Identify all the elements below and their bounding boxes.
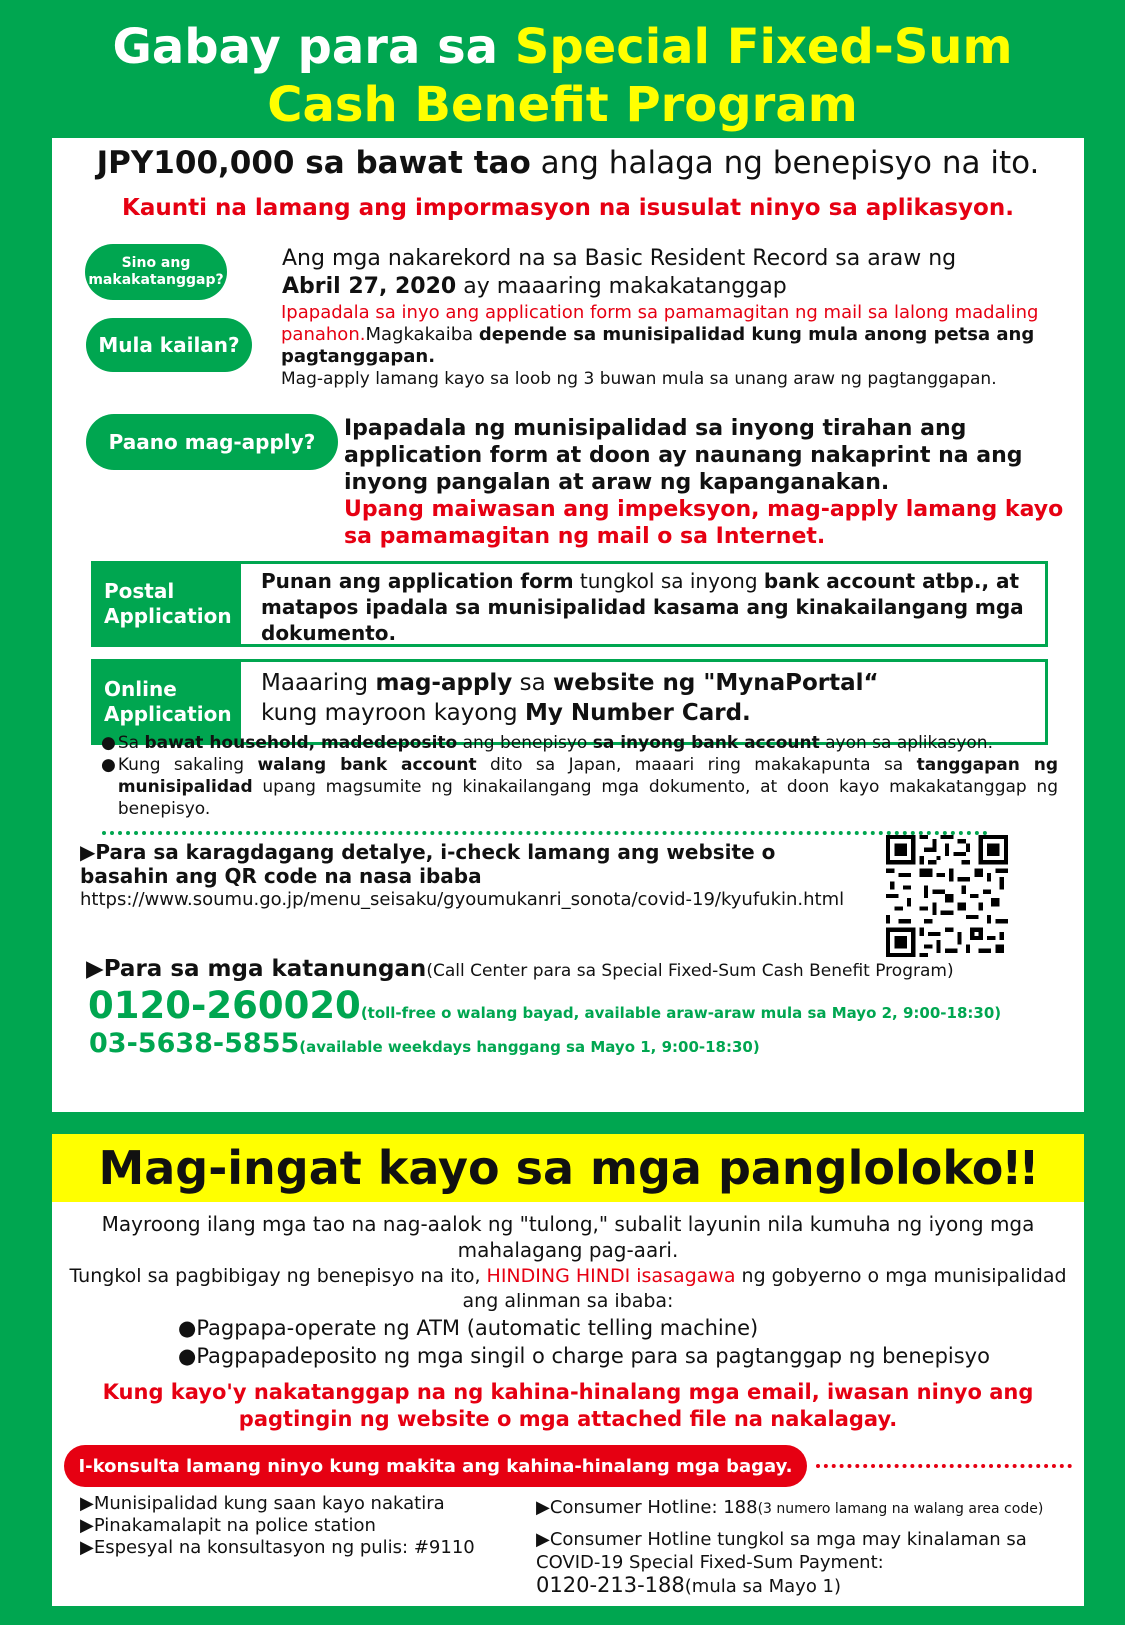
postal-label bbox=[94, 564, 241, 644]
b1-n1: Sa bbox=[117, 733, 145, 753]
who-pill bbox=[85, 244, 227, 300]
deposit-notes bbox=[101, 732, 1058, 820]
title-white: Gabay para sa bbox=[112, 19, 515, 75]
b1-n2: ang benepisyo bbox=[457, 733, 593, 753]
postal-b1: Punan ang application form bbox=[261, 569, 574, 593]
phone1-number[interactable]: 0120-260020 bbox=[88, 984, 361, 1027]
who-text bbox=[282, 245, 1062, 301]
consult-pill: I-konsulta lamang ninyo kung makita ang kahina-hinalang mga bagay. bbox=[64, 1445, 807, 1487]
when-line3: Mag-apply lamang kayo sa loob ng 3 buwan mula sa unang araw ng pagtanggapan. bbox=[281, 369, 997, 389]
amount-bold: JPY100,000 sa bawat tao bbox=[96, 145, 531, 181]
warning-never-list bbox=[178, 1314, 1078, 1370]
warning-email-notice: Kung kayo'y nakatanggap na ng kahina-hinalang mga email, iwasan ninyo ang pagtingin ng website o mga attached file na nakalagay. bbox=[102, 1380, 1034, 1431]
when-red: Ipapadala sa inyo ang application form sa pamamagitan ng mail sa lalong madaling panahon. bbox=[281, 302, 1039, 345]
online-b1: mag-apply bbox=[375, 670, 513, 696]
list-item: ●Pagpapa-operate ng ATM (automatic telling machine) bbox=[178, 1316, 759, 1340]
detail-heading: ▶Para sa karagdagang detalye, i-check lamang ang website o basahin ang QR code na nasa ibaba bbox=[80, 840, 776, 888]
list-item: ●Pagpapadeposito ng mga singil o charge para sa pagtanggap ng benepisyo bbox=[178, 1344, 990, 1368]
online-label bbox=[94, 662, 241, 742]
inquiry-heading bbox=[86, 954, 1046, 986]
when-pill: Mula kailan? bbox=[86, 318, 252, 372]
red-dotted-divider bbox=[816, 1464, 1072, 1468]
postal-label-line1: Postal bbox=[104, 579, 175, 603]
phone2-number[interactable]: 03-5638-5855 bbox=[89, 1028, 300, 1059]
info-panel bbox=[52, 138, 1084, 1112]
postal-application-box bbox=[91, 561, 1048, 647]
b1-n3: ayon sa aplikasyon. bbox=[819, 733, 993, 753]
online-n3: kung mayroon kayong bbox=[261, 700, 525, 726]
dotted-divider bbox=[102, 831, 988, 835]
b2-n3: upang magsumite ng kinakailangang mga dokumento, at doon kayo makakatanggap ng benepisyo. bbox=[117, 777, 1058, 819]
who-pill-line2: makakatanggap? bbox=[88, 272, 224, 288]
b2-b1: walang bank account bbox=[257, 755, 477, 775]
b1-b1: bawat household, madedeposito bbox=[144, 733, 458, 753]
scam-warning-panel bbox=[52, 1202, 1084, 1606]
bullet-dot: ● bbox=[101, 733, 116, 753]
b2-n1: Kung sakaling bbox=[117, 755, 258, 775]
postal-label-line2: Application bbox=[104, 604, 232, 628]
title-line2: Cash Benefit Program bbox=[267, 77, 858, 133]
list-item bbox=[536, 1574, 1076, 1598]
detail-section bbox=[80, 840, 860, 912]
online-label-line2: Application bbox=[104, 702, 232, 726]
phone2-note: (available weekdays hanggang sa Mayo 1, 9:00-18:30) bbox=[299, 1038, 760, 1056]
call-center-phone-2 bbox=[89, 1026, 1079, 1062]
who-pill-line1: Sino ang bbox=[121, 255, 191, 271]
how-black: Ipapadala ng munisipalidad sa inyong tirahan ang application form at doon ay naunang nakaprint na ang inyong pangalan at araw ng kapanganakan. bbox=[344, 416, 1023, 495]
list-item: ▶Espesyal na konsultasyon ng pulis: #9110 bbox=[80, 1537, 475, 1558]
detail-url[interactable]: https://www.soumu.go.jp/menu_seisaku/gyoumukanri_sonota/covid-19/kyufukin.html bbox=[80, 889, 845, 910]
hotline-188: ▶Consumer Hotline: 188 bbox=[536, 1497, 758, 1518]
hotline-188-note: (3 numero lamang na walang area code) bbox=[757, 1501, 1044, 1517]
when-normal: Magkakaiba bbox=[365, 324, 479, 345]
when-text bbox=[281, 302, 1071, 390]
covid-hotline-note: (mula sa Mayo 1) bbox=[684, 1576, 842, 1597]
how-pill: Paano mag-apply? bbox=[86, 414, 338, 470]
warning-p2-b: ng gobyerno o mga munisipalidad ang alinman sa ibaba: bbox=[462, 1265, 1067, 1312]
b2-n2: dito sa Japan, maaari ring makakapunta sa bbox=[476, 755, 917, 775]
postal-n1: tungkol sa inyong bbox=[573, 569, 764, 593]
covid-hotline-number[interactable]: 0120-213-188 bbox=[536, 1573, 685, 1597]
phone1-note: (toll-free o walang bayad, available araw-araw mula sa Mayo 2, 9:00-18:30) bbox=[360, 1004, 1002, 1022]
list-item: ▶Consumer Hotline tungkol sa mga may kinalaman sa COVID-19 Special Fixed-Sum Payment: bbox=[536, 1529, 1027, 1573]
who-text-b: ay maaaring makakatanggap bbox=[456, 274, 787, 299]
when-bold: depende sa munisipalidad kung mula anong petsa ang pagtanggapan. bbox=[281, 324, 1035, 367]
b2-b2: tanggapan ng munisipalidad bbox=[117, 755, 1058, 797]
postal-b2: bank account atbp., at matapos ipadala sa munisipalidad kasama ang kinakailangang mga dokumento. bbox=[261, 569, 1024, 645]
warning-never-list-intro bbox=[52, 1264, 1084, 1314]
warning-p2-red: HINDING HINDI isasagawa bbox=[486, 1265, 736, 1287]
list-item bbox=[536, 1496, 1076, 1521]
inquiry-paren: (Call Center para sa Special Fixed-Sum Cash Benefit Program) bbox=[426, 961, 954, 981]
who-date: Abril 27, 2020 bbox=[282, 274, 457, 299]
warning-intro: Mayroong ilang mga tao na nag-aalok ng "tulong," subalit layunin nila kumuha ng iyong mga mahalagang pag-aari. bbox=[101, 1212, 1035, 1262]
bullet-dot: ● bbox=[101, 755, 116, 775]
how-red: Upang maiwasan ang impeksyon, mag-apply lamang kayo sa pamamagitan ng mail o sa Internet. bbox=[344, 497, 1064, 549]
online-n2: sa bbox=[512, 670, 553, 696]
title-yellow: Special Fixed-Sum bbox=[514, 19, 1013, 75]
page-title bbox=[0, 18, 1125, 134]
b1-b2: sa inyong bank account bbox=[592, 733, 820, 753]
list-item bbox=[101, 732, 1058, 754]
online-label-line1: Online bbox=[104, 677, 177, 701]
qr-code-icon bbox=[886, 835, 1008, 957]
info-subtitle: Kaunti na lamang ang impormasyon na isusulat ninyo sa aplikasyon. bbox=[122, 195, 1014, 221]
online-text bbox=[261, 668, 1031, 728]
consult-list-right bbox=[536, 1496, 1076, 1598]
online-n1: Maaaring bbox=[261, 670, 376, 696]
benefit-amount bbox=[52, 142, 1084, 184]
how-text bbox=[344, 415, 1064, 550]
scam-warning-banner: Mag-ingat kayo sa mga panglolokoǃǃ bbox=[52, 1134, 1084, 1202]
inquiry-title: ▶Para sa mga katanungan bbox=[86, 956, 427, 982]
list-item: ▶Pinakamalapit na police station bbox=[80, 1515, 376, 1536]
call-center-phone-1 bbox=[88, 984, 1078, 1028]
who-text-a: Ang mga nakarekord na sa Basic Resident Record sa araw ng bbox=[282, 246, 957, 271]
online-b2: website ng "MynaPortal“ bbox=[553, 670, 879, 696]
consult-list-left bbox=[80, 1493, 520, 1559]
postal-text bbox=[261, 568, 1031, 646]
list-item: ▶Munisipalidad kung saan kayo nakatira bbox=[80, 1493, 445, 1514]
amount-rest: ang halaga ng benepisyo na ito. bbox=[530, 145, 1040, 181]
list-item bbox=[101, 754, 1058, 820]
online-b3: My Number Card. bbox=[524, 700, 751, 726]
warning-p2-a: Tungkol sa pagbibigay ng benepisyo na ito, bbox=[69, 1265, 487, 1287]
